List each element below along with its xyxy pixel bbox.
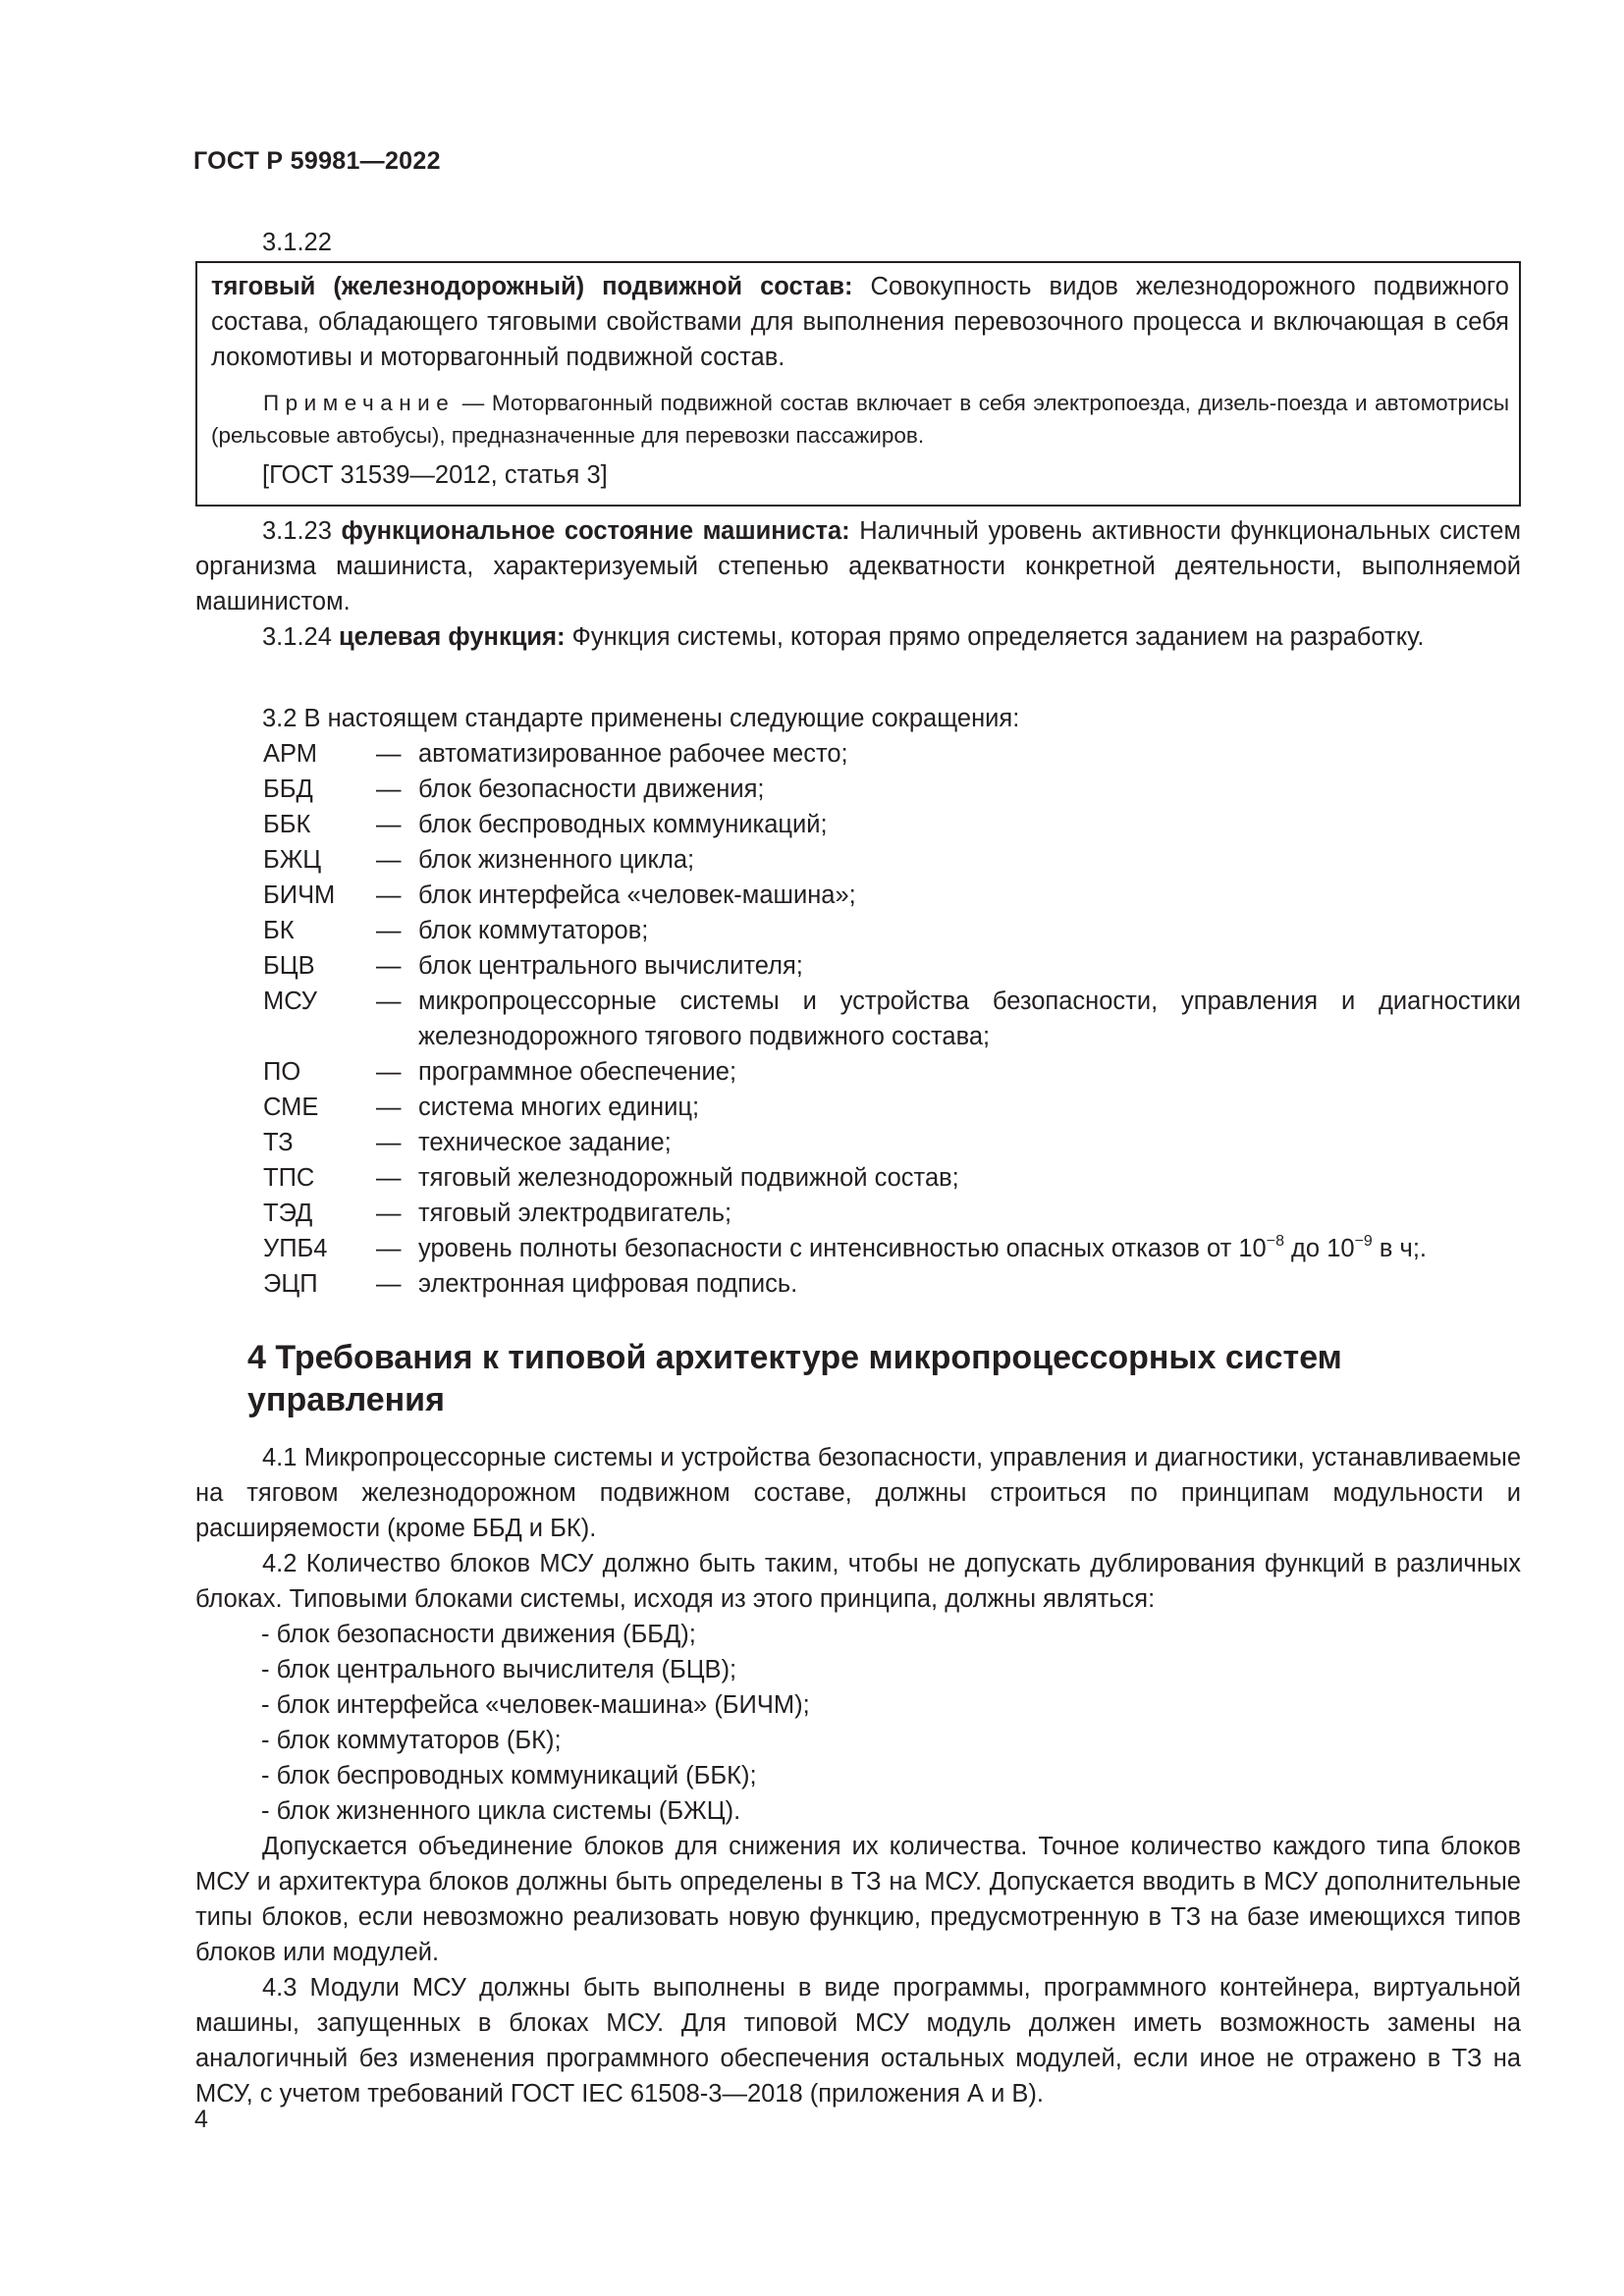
paragraph-4-1: 4.1 Микропроцессорные системы и устройства безопасности, управления и диагностики, устанавливаемые на тяговом железнодорожном подвижном составе, должны строиться по принципам модульности и расширяемости (кроме ББД и БК). <box>195 1444 1521 1542</box>
note-label: Примечание <box>263 391 456 415</box>
term-3-1-24 <box>195 619 1521 655</box>
list-item: - блок коммутаторов (БК); <box>261 1727 562 1754</box>
term-source: [ГОСТ 31539—2012, статья 3] <box>262 461 608 489</box>
abbreviation-value: блок безопасности движения; <box>418 775 765 803</box>
abbreviation-dash: — <box>376 952 402 980</box>
paragraph-merge: Допускается объединение блоков для снижения их количества. Точное количество каждого типа блоков МСУ и архитектура блоков должны быть определены в ТЗ на МСУ. Допускается вводить в МСУ дополнительные типы блоков, если невозможно реализовать новую функцию, предусмотренную в ТЗ на базе имеющихся типов блоков или модулей. <box>195 1833 1521 1966</box>
abbreviation-key: ББД <box>263 775 313 803</box>
abbreviation-key: БЖЦ <box>263 846 322 874</box>
abbreviation-dash: — <box>376 1094 402 1121</box>
term-3-1-23 <box>195 513 1521 619</box>
page-number: 4 <box>194 2106 208 2133</box>
abbreviation-value: электронная цифровая подпись. <box>418 1270 798 1298</box>
abbreviation-key: ПО <box>263 1058 301 1086</box>
abbreviation-dash: — <box>376 988 402 1015</box>
abbreviation-key: СМЕ <box>263 1094 319 1121</box>
abbreviation-key: ТЗ <box>263 1129 294 1156</box>
term-definition <box>211 269 1509 375</box>
abbreviation-dash: — <box>376 1270 402 1298</box>
abbreviation-dash: — <box>376 917 402 944</box>
abbreviation-key: УПБ4 <box>263 1235 328 1262</box>
abbreviation-dash: — <box>376 1164 402 1192</box>
note-text: — Моторвагонный подвижной состав включает в себя электропоезда, дизель-поезда и автомотрисы (рельсовые автобусы), предназначенные для перевозки пассажиров. <box>211 391 1509 448</box>
term-number: 3.1.23 <box>262 517 332 545</box>
abbreviation-key: ББК <box>263 811 311 838</box>
paragraph-4-2: 4.2 Количество блоков МСУ должно быть таким, чтобы не допускать дублирования функций в различных блоках. Типовыми блоками системы, исходя из этого принципа, должны являться: <box>195 1550 1521 1613</box>
list-item: - блок центрального вычислителя (БЦВ); <box>261 1656 737 1683</box>
term-note <box>211 387 1509 452</box>
term-number: 3.1.24 <box>262 623 332 651</box>
abbreviation-dash: — <box>376 1235 402 1262</box>
abbreviation-dash: — <box>376 1129 402 1156</box>
abbreviation-value: блок жизненного цикла; <box>418 846 695 874</box>
abbreviation-value: техническое задание; <box>418 1129 672 1156</box>
term-number: 3.1.22 <box>262 229 332 256</box>
abbreviation-value: блок беспроводных коммуникаций; <box>418 811 828 838</box>
abbreviation-value: блок интерфейса «человек-машина»; <box>418 881 856 909</box>
abbreviation-key: ЭЦП <box>263 1270 318 1298</box>
term-name: тяговый (железнодорожный) подвижной состав: <box>211 273 853 300</box>
abbreviation-value: тяговый железнодорожный подвижной состав; <box>418 1164 959 1192</box>
abbreviation-dash: — <box>376 846 402 874</box>
abbreviation-value: автоматизированное рабочее место; <box>418 740 848 768</box>
list-item: - блок беспроводных коммуникаций (ББК); <box>261 1762 757 1789</box>
abbreviation-key: БИЧМ <box>263 881 336 909</box>
abbreviation-value: тяговый электродвигатель; <box>418 1200 732 1227</box>
abbreviation-value: блок центрального вычислителя; <box>418 952 803 980</box>
document-header: ГОСТ Р 59981—2022 <box>193 147 441 175</box>
abbreviation-key: ТПС <box>263 1164 315 1192</box>
abbreviation-value: программное обеспечение; <box>418 1058 737 1086</box>
list-item: - блок жизненного цикла системы (БЖЦ). <box>261 1797 741 1825</box>
term-definition-text: Совокупность видов железнодорожного подвижного состава, обладающего тяговыми свойствами для выполнения перевозочного процесса и включающая в себя локомотивы и моторвагонный подвижной состав. <box>211 273 1509 371</box>
abbreviation-dash: — <box>376 881 402 909</box>
abbreviation-value: система многих единиц; <box>418 1094 700 1121</box>
abbreviation-key: АРМ <box>263 740 317 768</box>
abbreviation-key: МСУ <box>263 988 318 1015</box>
abbreviation-dash: — <box>376 740 402 768</box>
paragraph-4-3: 4.3 Модули МСУ должны быть выполнены в виде программы, программного контейнера, виртуальной машины, запущенных в блоках МСУ. Для типовой МСУ модуль должен иметь возможность замены на аналогичный без изменения программного обеспечения остальных модулей, если иное не отражено в ТЗ на МСУ, с учетом требований ГОСТ IEC 61508-3—2018 (приложения А и В). <box>195 1974 1521 2108</box>
abbreviation-dash: — <box>376 1058 402 1086</box>
term-name: функциональное состояние машиниста: <box>341 517 850 545</box>
abbreviation-value: уровень полноты безопасности с интенсивностью опасных отказов от $10^{-8}$ до $10^{-9}$ в ч;. <box>418 1233 1427 1262</box>
abbreviation-dash: — <box>376 1200 402 1227</box>
section-heading: 4 Требования к типовой архитектуре микропроцессорных систем управления <box>247 1339 1342 1418</box>
abbreviation-key: ТЭД <box>263 1200 313 1227</box>
abbreviation-dash: — <box>376 775 402 803</box>
abbreviation-key: БК <box>263 917 295 944</box>
abbreviation-dash: — <box>376 811 402 838</box>
term-name: целевая функция: <box>339 623 566 651</box>
abbreviations-intro: 3.2 В настоящем стандарте применены следующие сокращения: <box>262 705 1020 732</box>
abbreviation-value: микропроцессорные системы и устройства безопасности, управления и диагностики железнодорожного тягового подвижного состава; <box>418 988 1521 1050</box>
list-item: - блок безопасности движения (ББД); <box>261 1621 696 1648</box>
term-definition-text: Наличный уровень активности функциональных систем организма машиниста, характеризуемый степенью адекватности конкретной деятельности, выполняемой машинистом. <box>195 517 1522 615</box>
list-item: - блок интерфейса «человек-машина» (БИЧМ); <box>261 1691 810 1719</box>
term-definition-text: Функция системы, которая прямо определяется заданием на разработку. <box>571 623 1425 651</box>
abbreviation-key: БЦВ <box>263 952 315 980</box>
abbreviation-value: блок коммутаторов; <box>418 917 649 944</box>
term-definition-box <box>195 261 1521 507</box>
